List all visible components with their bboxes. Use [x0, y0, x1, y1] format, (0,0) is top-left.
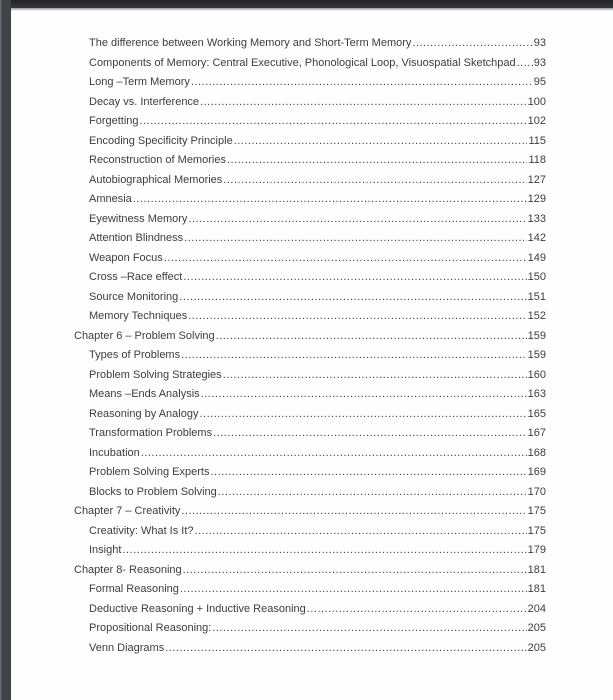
toc-dot-leader: [412, 34, 532, 54]
toc-dot-leader: [181, 502, 526, 522]
toc-entry-page: 142: [527, 232, 546, 244]
toc-dot-leader: [223, 366, 527, 386]
toc-dot-leader: [133, 190, 527, 210]
toc-entry-title: Insight: [89, 544, 122, 556]
toc-dot-leader: [184, 229, 526, 249]
toc-entry-title: Transformation Problems: [89, 427, 213, 439]
toc-entry-title: Incubation: [89, 446, 140, 459]
toc-entry[interactable]: [74, 483, 546, 503]
toc-dot-leader: [212, 619, 526, 639]
toc-entry-title: Means –Ends Analysis: [89, 388, 200, 400]
toc-entry[interactable]: [74, 522, 546, 542]
toc-entry-page: 169: [527, 466, 546, 478]
toc-dot-leader: [179, 288, 526, 308]
toc-entry-page: 115: [528, 134, 546, 147]
toc-entry[interactable]: [74, 639, 546, 659]
toc-entry-page: 129: [527, 193, 546, 205]
document-page: [11, 8, 613, 700]
toc-entry-title: Chapter 7 – Creativity: [74, 505, 181, 517]
toc-dot-leader: [164, 249, 527, 269]
toc-entry-title: Weapon Focus: [89, 251, 163, 264]
toc-entry-title: Autobiographical Memories: [89, 173, 223, 186]
toc-entry-title: Deductive Reasoning + Inductive Reasoning: [89, 602, 306, 615]
toc-dot-leader: [188, 210, 526, 230]
toc-entry-page: 95: [533, 76, 546, 88]
toc-entry-page: 204: [527, 602, 546, 615]
toc-dot-leader: [307, 600, 527, 620]
toc-entry-page: 179: [527, 544, 546, 556]
toc-entry[interactable]: [74, 444, 546, 464]
toc-entry[interactable]: [74, 73, 546, 93]
toc-entry[interactable]: [74, 210, 546, 230]
toc-entry-page: 160: [527, 368, 546, 381]
toc-dot-leader: [180, 580, 527, 600]
toc-entry-page: 133: [527, 212, 546, 225]
toc-entry-page: 159: [527, 329, 546, 342]
toc-entry[interactable]: [74, 132, 546, 152]
toc-entry-title: The difference between Working Memory and Short-Term Memory: [89, 37, 412, 49]
toc-entry-page: 175: [527, 505, 546, 517]
toc-entry[interactable]: [74, 502, 546, 522]
toc-entry[interactable]: [74, 385, 546, 405]
toc-entry[interactable]: [74, 424, 546, 444]
toc-entry-title: Components of Memory: Central Executive, Phonological Loop, Visuospatial Sketchpad: [89, 56, 516, 69]
toc-entry-page: 175: [527, 524, 546, 537]
toc-dot-leader: [199, 405, 526, 425]
toc-entry[interactable]: [74, 619, 546, 639]
toc-entry[interactable]: [74, 249, 546, 269]
toc-entry-title: Reasoning by Analogy: [89, 407, 199, 420]
toc-entry-page: 93: [533, 37, 546, 49]
toc-dot-leader: [141, 444, 527, 464]
toc-entry-page: 150: [527, 271, 546, 283]
toc-entry-title: Cross –Race effect: [89, 271, 183, 283]
toc-entry-page: 102: [527, 115, 546, 127]
viewer-top-bar: [0, 0, 613, 8]
toc-entry[interactable]: [74, 288, 546, 308]
toc-entry-title: Long –Term Memory: [89, 76, 190, 88]
toc-dot-leader: [200, 93, 527, 113]
toc-entry[interactable]: [74, 151, 546, 171]
toc-entry-page: 149: [527, 251, 546, 264]
toc-entry-page: 100: [527, 95, 546, 108]
toc-dot-leader: [201, 385, 527, 405]
toc-entry[interactable]: [74, 93, 546, 113]
toc-entry-page: 165: [527, 407, 546, 420]
toc-entry[interactable]: [74, 171, 546, 191]
toc-entry[interactable]: [74, 561, 546, 581]
toc-entry[interactable]: [74, 600, 546, 620]
toc-dot-leader: [191, 73, 533, 93]
toc-entry-title: Amnesia: [89, 193, 132, 205]
toc-dot-leader: [223, 171, 526, 191]
toc-dot-leader: [188, 307, 526, 327]
toc-entry-title: Reconstruction of Memories: [89, 154, 226, 166]
toc-dot-leader: [213, 424, 527, 444]
toc-entry[interactable]: [74, 366, 546, 386]
viewer-left-gutter: [0, 0, 11, 700]
toc-entry-title: Problem Solving Experts: [89, 466, 210, 478]
toc-dot-leader: [234, 132, 528, 152]
toc-entry-page: 163: [527, 388, 546, 400]
toc-entry-page: 167: [527, 427, 546, 439]
toc-entry-title: Attention Blindness: [89, 232, 184, 244]
toc-entry-title: Decay vs. Interference: [89, 95, 200, 108]
toc-entry-title: Encoding Specificity Principle: [89, 134, 233, 147]
toc-entry[interactable]: [74, 327, 546, 347]
toc-entry-title: Venn Diagrams: [89, 641, 165, 654]
toc-dot-leader: [227, 151, 528, 171]
toc-dot-leader: [517, 54, 533, 74]
toc-entry[interactable]: [74, 190, 546, 210]
toc-dot-leader: [183, 561, 527, 581]
toc-entry-title: Eyewitness Memory: [89, 212, 188, 225]
toc-dot-leader: [140, 112, 527, 132]
toc-entry-title: Source Monitoring: [89, 290, 179, 303]
toc-dot-leader: [183, 268, 526, 288]
toc-entry-title: Memory Techniques: [89, 310, 188, 322]
toc-entry-title: Forgetting: [89, 115, 139, 127]
toc-entry[interactable]: [74, 405, 546, 425]
toc-entry[interactable]: [74, 346, 546, 366]
toc-dot-leader: [181, 346, 527, 366]
toc-entry-title: Chapter 8- Reasoning: [74, 563, 182, 576]
toc-entry[interactable]: [74, 463, 546, 483]
toc-list: [74, 34, 546, 658]
toc-entry[interactable]: [74, 229, 546, 249]
toc-dot-leader: [218, 483, 527, 503]
toc-entry-title: Creativity: What Is It?: [89, 524, 194, 537]
toc-entry-page: 170: [527, 485, 546, 498]
toc-dot-leader: [216, 327, 527, 347]
toc-entry-title: Formal Reasoning: [89, 583, 179, 595]
toc-entry-title: Chapter 6 – Problem Solving: [74, 329, 215, 342]
toc-entry[interactable]: [74, 307, 546, 327]
toc-entry-page: 118: [528, 154, 546, 166]
toc-entry-page: 159: [527, 349, 546, 361]
toc-dot-leader: [165, 639, 526, 659]
toc-entry-page: 151: [527, 290, 546, 303]
page-top-shadow: [11, 8, 613, 11]
toc-entry[interactable]: [74, 112, 546, 132]
toc-dot-leader: [210, 463, 526, 483]
toc-dot-leader: [122, 541, 526, 561]
toc-entry[interactable]: [74, 268, 546, 288]
toc-entry-page: 181: [527, 563, 546, 576]
toc-entry-page: 205: [527, 641, 546, 654]
toc-entry[interactable]: [74, 54, 546, 74]
toc-entry-page: 93: [533, 56, 546, 69]
toc-entry[interactable]: [74, 34, 546, 54]
toc-entry-title: Types of Problems: [89, 349, 181, 361]
toc-entry-page: 205: [527, 622, 546, 634]
toc-entry-title: Blocks to Problem Solving: [89, 485, 217, 498]
toc-entry-page: 152: [527, 310, 546, 322]
toc-entry-page: 127: [527, 173, 546, 186]
toc-dot-leader: [195, 522, 527, 542]
toc-entry[interactable]: [74, 580, 546, 600]
toc-entry-page: 181: [527, 583, 546, 595]
toc-entry-page: 168: [527, 446, 546, 459]
toc-entry-title: Propositional Reasoning:: [89, 622, 212, 634]
toc-entry-title: Problem Solving Strategies: [89, 368, 222, 381]
toc-entry[interactable]: [74, 541, 546, 561]
